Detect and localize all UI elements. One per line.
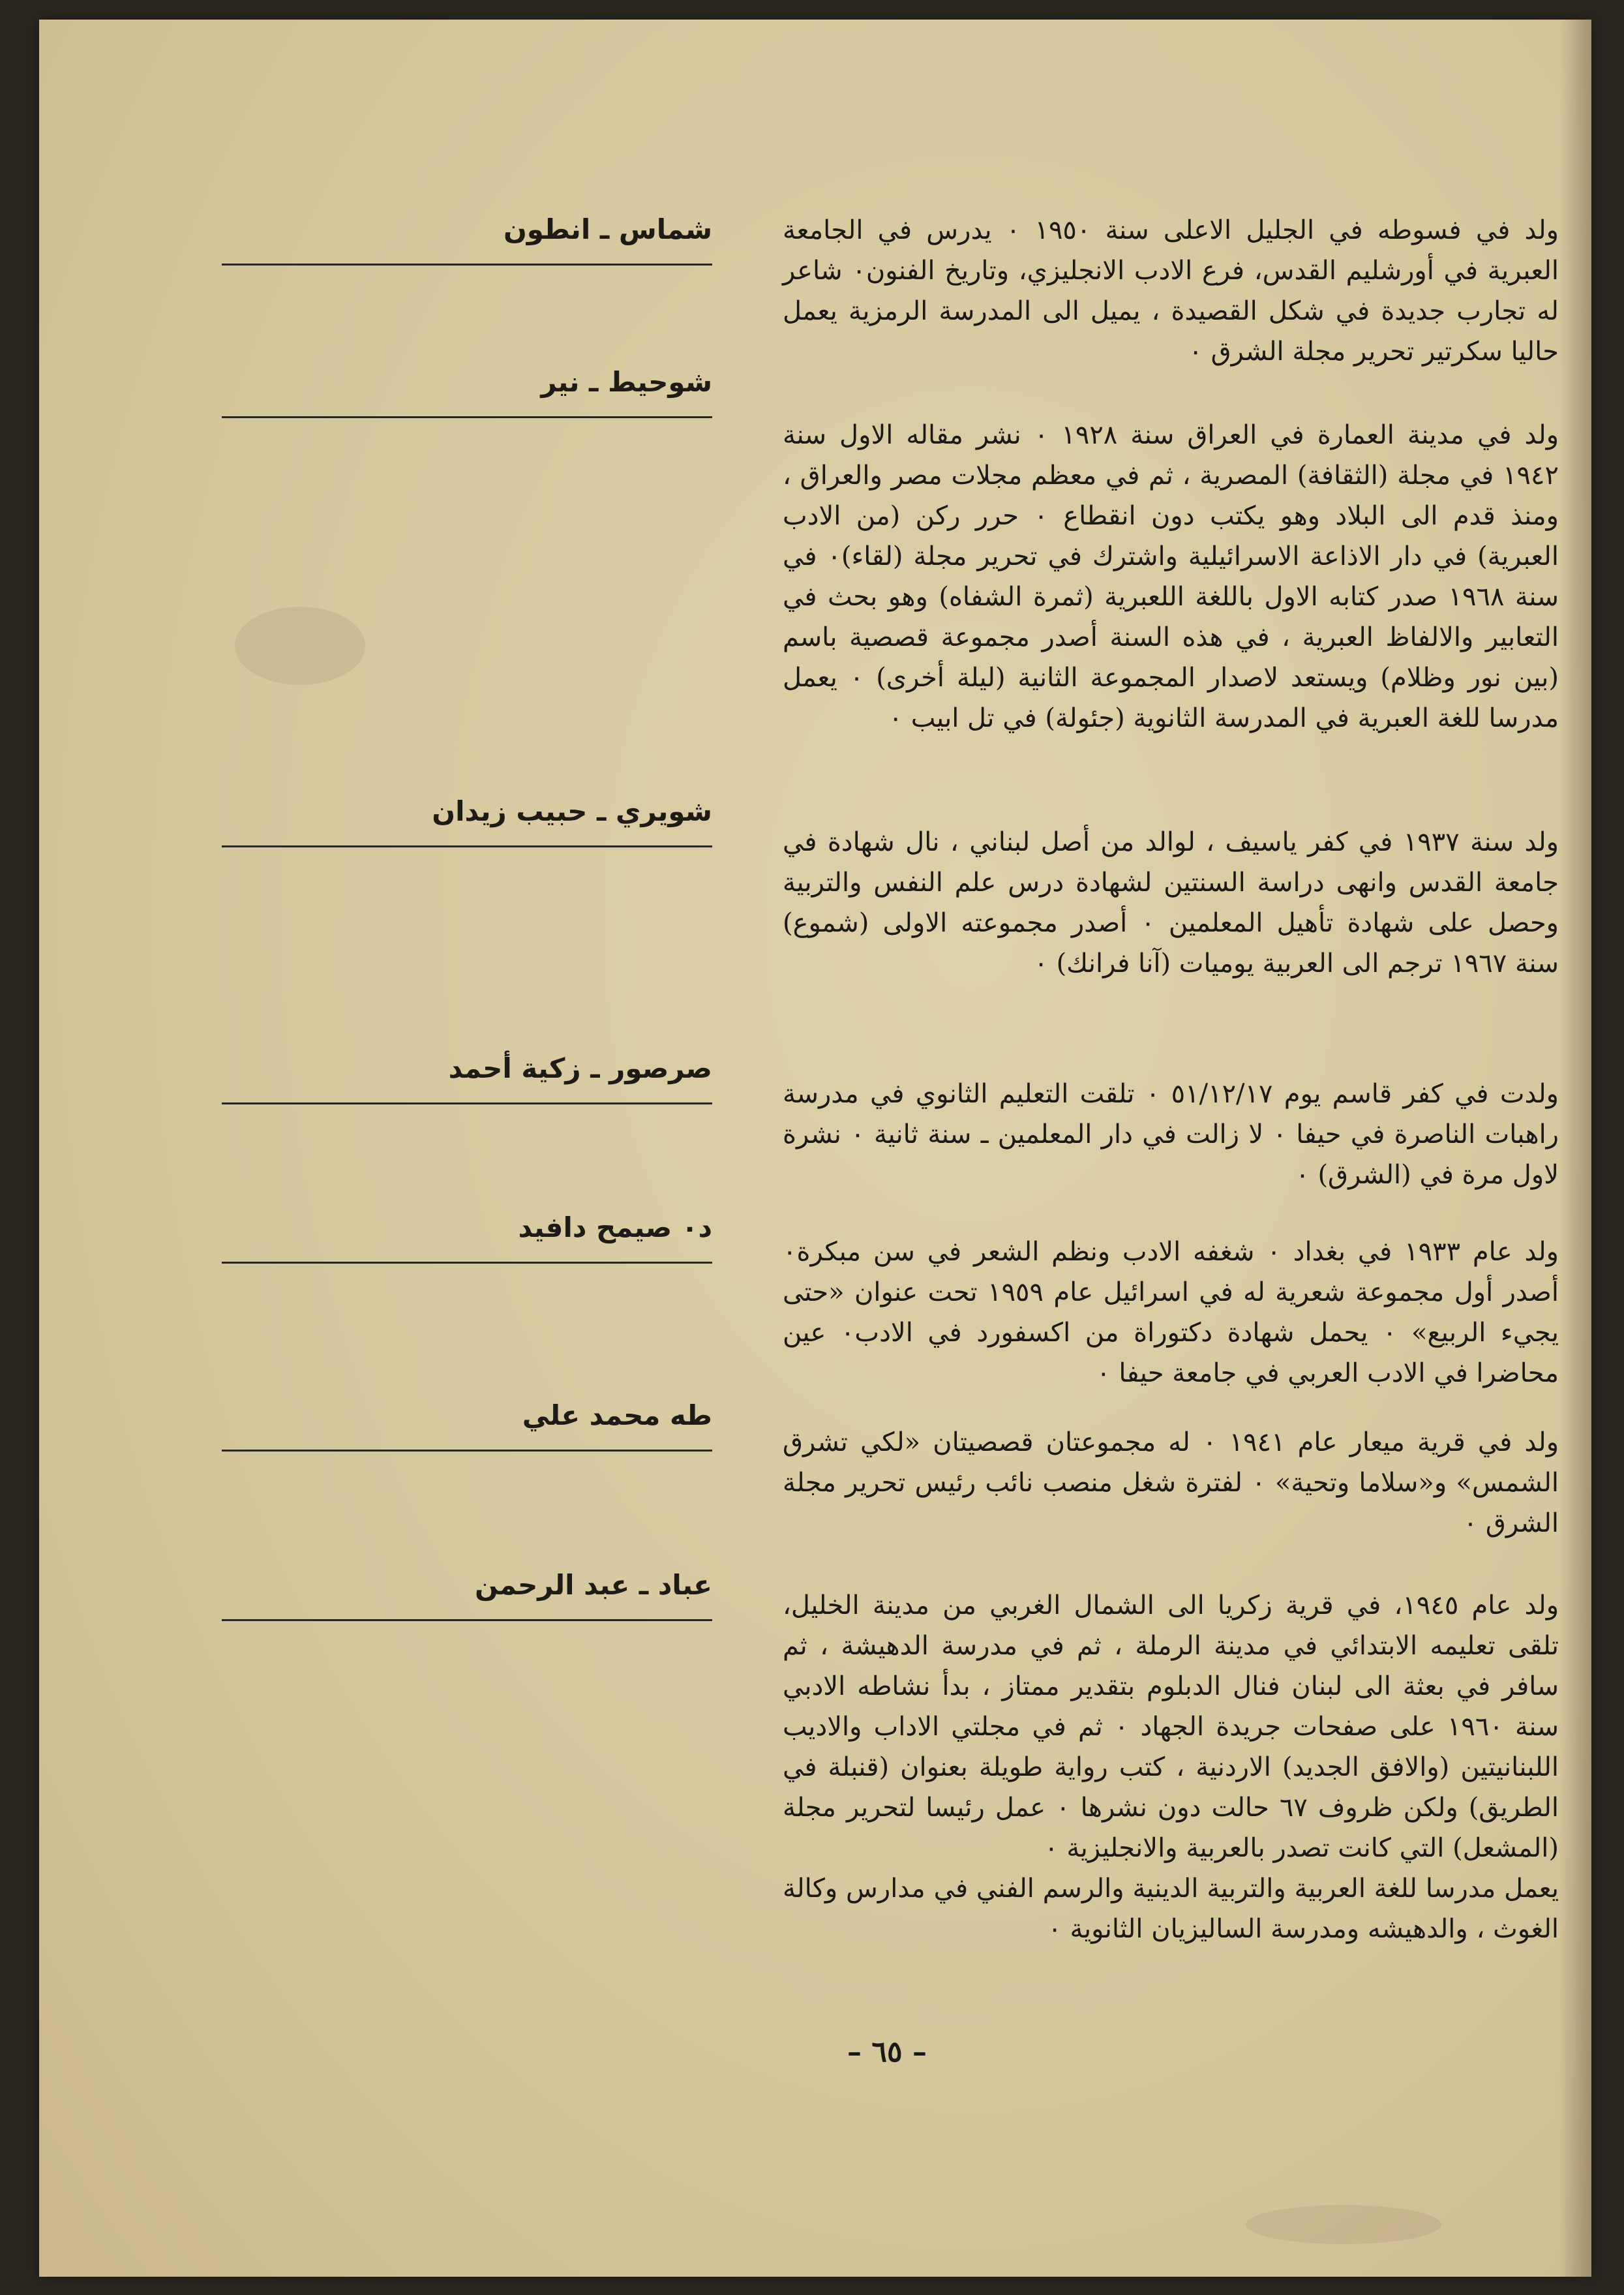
name-heading-block [222,1049,712,1104]
biography-paragraph: ولد في مدينة العمارة في العراق سنة ١٩٢٨ ٠ نشر مقاله الاول سنة ١٩٤٢ في مجلة (الثقافة) المصرية ، ثم في معظم مجلات مصر والعراق ، ومنذ قدم الى البلاد وهو يكتب دون انقطاع ٠ حرر ركن (من الادب العبرية) في دار الاذاعة الاسرائيلية واشترك في تحرير مجلة (لقاء)٠ في سنة ١٩٦٨ صدر كتابه الاول باللغة اللعبرية (ثمرة الشفاه) وهو بحث في التعابير والالفاظ العبرية ، في هذه السنة أصدر مجموعة قصصية باسم (بين نور وظلام) ويستعد لاصدار المجموعة الثانية (ليلة أخرى) ٠ يعمل مدرسا للغة العبرية في المدرسة الثانوية (جئولة) في تل ابيب ٠ [783,420,1559,733]
biography-text [783,1422,1559,1543]
biography-paragraph: ولد في فسوطه في الجليل الاعلى سنة ١٩٥٠ ٠ يدرس في الجامعة العبرية في أورشليم القدس، فرع الادب الانجليزي، وتاريخ الفنون٠ شاعر له تجارب جديدة في شكل القصيدة ، يميل الى المدرسة الرمزية يعمل حاليا سكرتير تحرير مجلة الشرق ٠ [783,215,1559,367]
page-edge-shadow [1559,20,1591,2277]
biography-paragraph: ولد سنة ١٩٣٧ في كفر ياسيف ، لوالد من أصل لبناني ، نال شهادة في جامعة القدس وانهى دراسة السنتين لشهادة درس علم النفس والتربية وحصل على شهادة تأهيل المعلمين ٠ أصدر مجموعته الاولى (شموع) سنة ١٩٦٧ ترجم الى العربية يوميات (آنا فرانك) ٠ [783,827,1559,979]
biography-text [783,1232,1559,1393]
biography-paragraph: ولد في قرية ميعار عام ١٩٤١ ٠ له مجموعتان قصصيتان «لكي تشرق الشمس» و«سلاما وتحية» ٠ لفترة شغل منصب نائب رئيس تحرير مجلة الشرق ٠ [783,1427,1559,1538]
biography-text [783,1074,1559,1195]
biography-text [783,415,1559,738]
name-heading-block [222,210,712,266]
biography-paragraph: ولد عام ١٩٣٣ في بغداد ٠ شغفه الادب ونظم الشعر في سن مبكرة٠ أصدر أول مجموعة شعرية له في اسرائيل عام ١٩٥٩ تحت عنوان «حتى يجيء الربيع» ٠ يحمل شهادة دكتوراة من اكسفورد في الادب٠ عين محاضرا في الادب العربي في جامعة حيفا ٠ [783,1237,1559,1388]
biography-paragraph: ولد عام ١٩٤٥، في قرية زكريا الى الشمال الغربي من مدينة الخليل، تلقى تعليمه الابتدائي في مدينة الرملة ، ثم في مدرسة الدهيشة ، ثم سافر في بعثة الى لبنان فنال الدبلوم بتقدير ممتاز ، بدأ نشاطه الادبي سنة ١٩٦٠ على صفحات جريدة الجهاد ٠ ثم في مجلتي الاداب والاديب اللبنانيتين (والافق الجديد) الاردنية ، كتب رواية طويلة بعنوان (قنبلة في الطريق) ولكن ظروف ٦٧ حالت دون نشرها ٠ عمل رئيسا لتحرير مجلة (المشعل) التي كانت تصدر بالعربية والانجليزية ٠ [783,1590,1559,1863]
biography-text [783,1585,1559,1949]
biography-text [783,210,1559,372]
author-name: صرصور ـ زكية أحمد [222,1049,712,1104]
biography-paragraph: ولدت في كفر قاسم يوم ٥١/١٢/١٧ ٠ تلقت التعليم الثانوي في مدرسة راهبات الناصرة في حيفا ٠ لا زالت في دار المعلمين ـ سنة ثانية ٠ نشرة لاول مرة في (الشرق) ٠ [783,1079,1559,1190]
page-number: – ٦٥ – [847,2035,927,2069]
author-name: د٠ صيمح دافيد [222,1208,712,1264]
name-heading-block [222,363,712,418]
paper-stain [235,607,365,685]
biography-text [783,822,1559,984]
author-name: شوحيط ـ نير [222,363,712,418]
author-name: شويري ـ حبيب زيدان [222,792,712,847]
paper-stain [1246,2205,1441,2244]
name-heading-block [222,792,712,847]
name-heading-block [222,1208,712,1264]
name-heading-block [222,1396,712,1451]
author-name: طه محمد علي [222,1396,712,1451]
author-name: عباد ـ عبد الرحمن [222,1566,712,1621]
biography-paragraph: يعمل مدرسا للغة العربية والتربية الدينية والرسم الفني في مدارس وكالة الغوث ، والدهيشه ومدرسة الساليزيان الثانوية ٠ [783,1874,1559,1944]
name-heading-block [222,1566,712,1621]
author-name: شماس ـ انطون [222,210,712,266]
